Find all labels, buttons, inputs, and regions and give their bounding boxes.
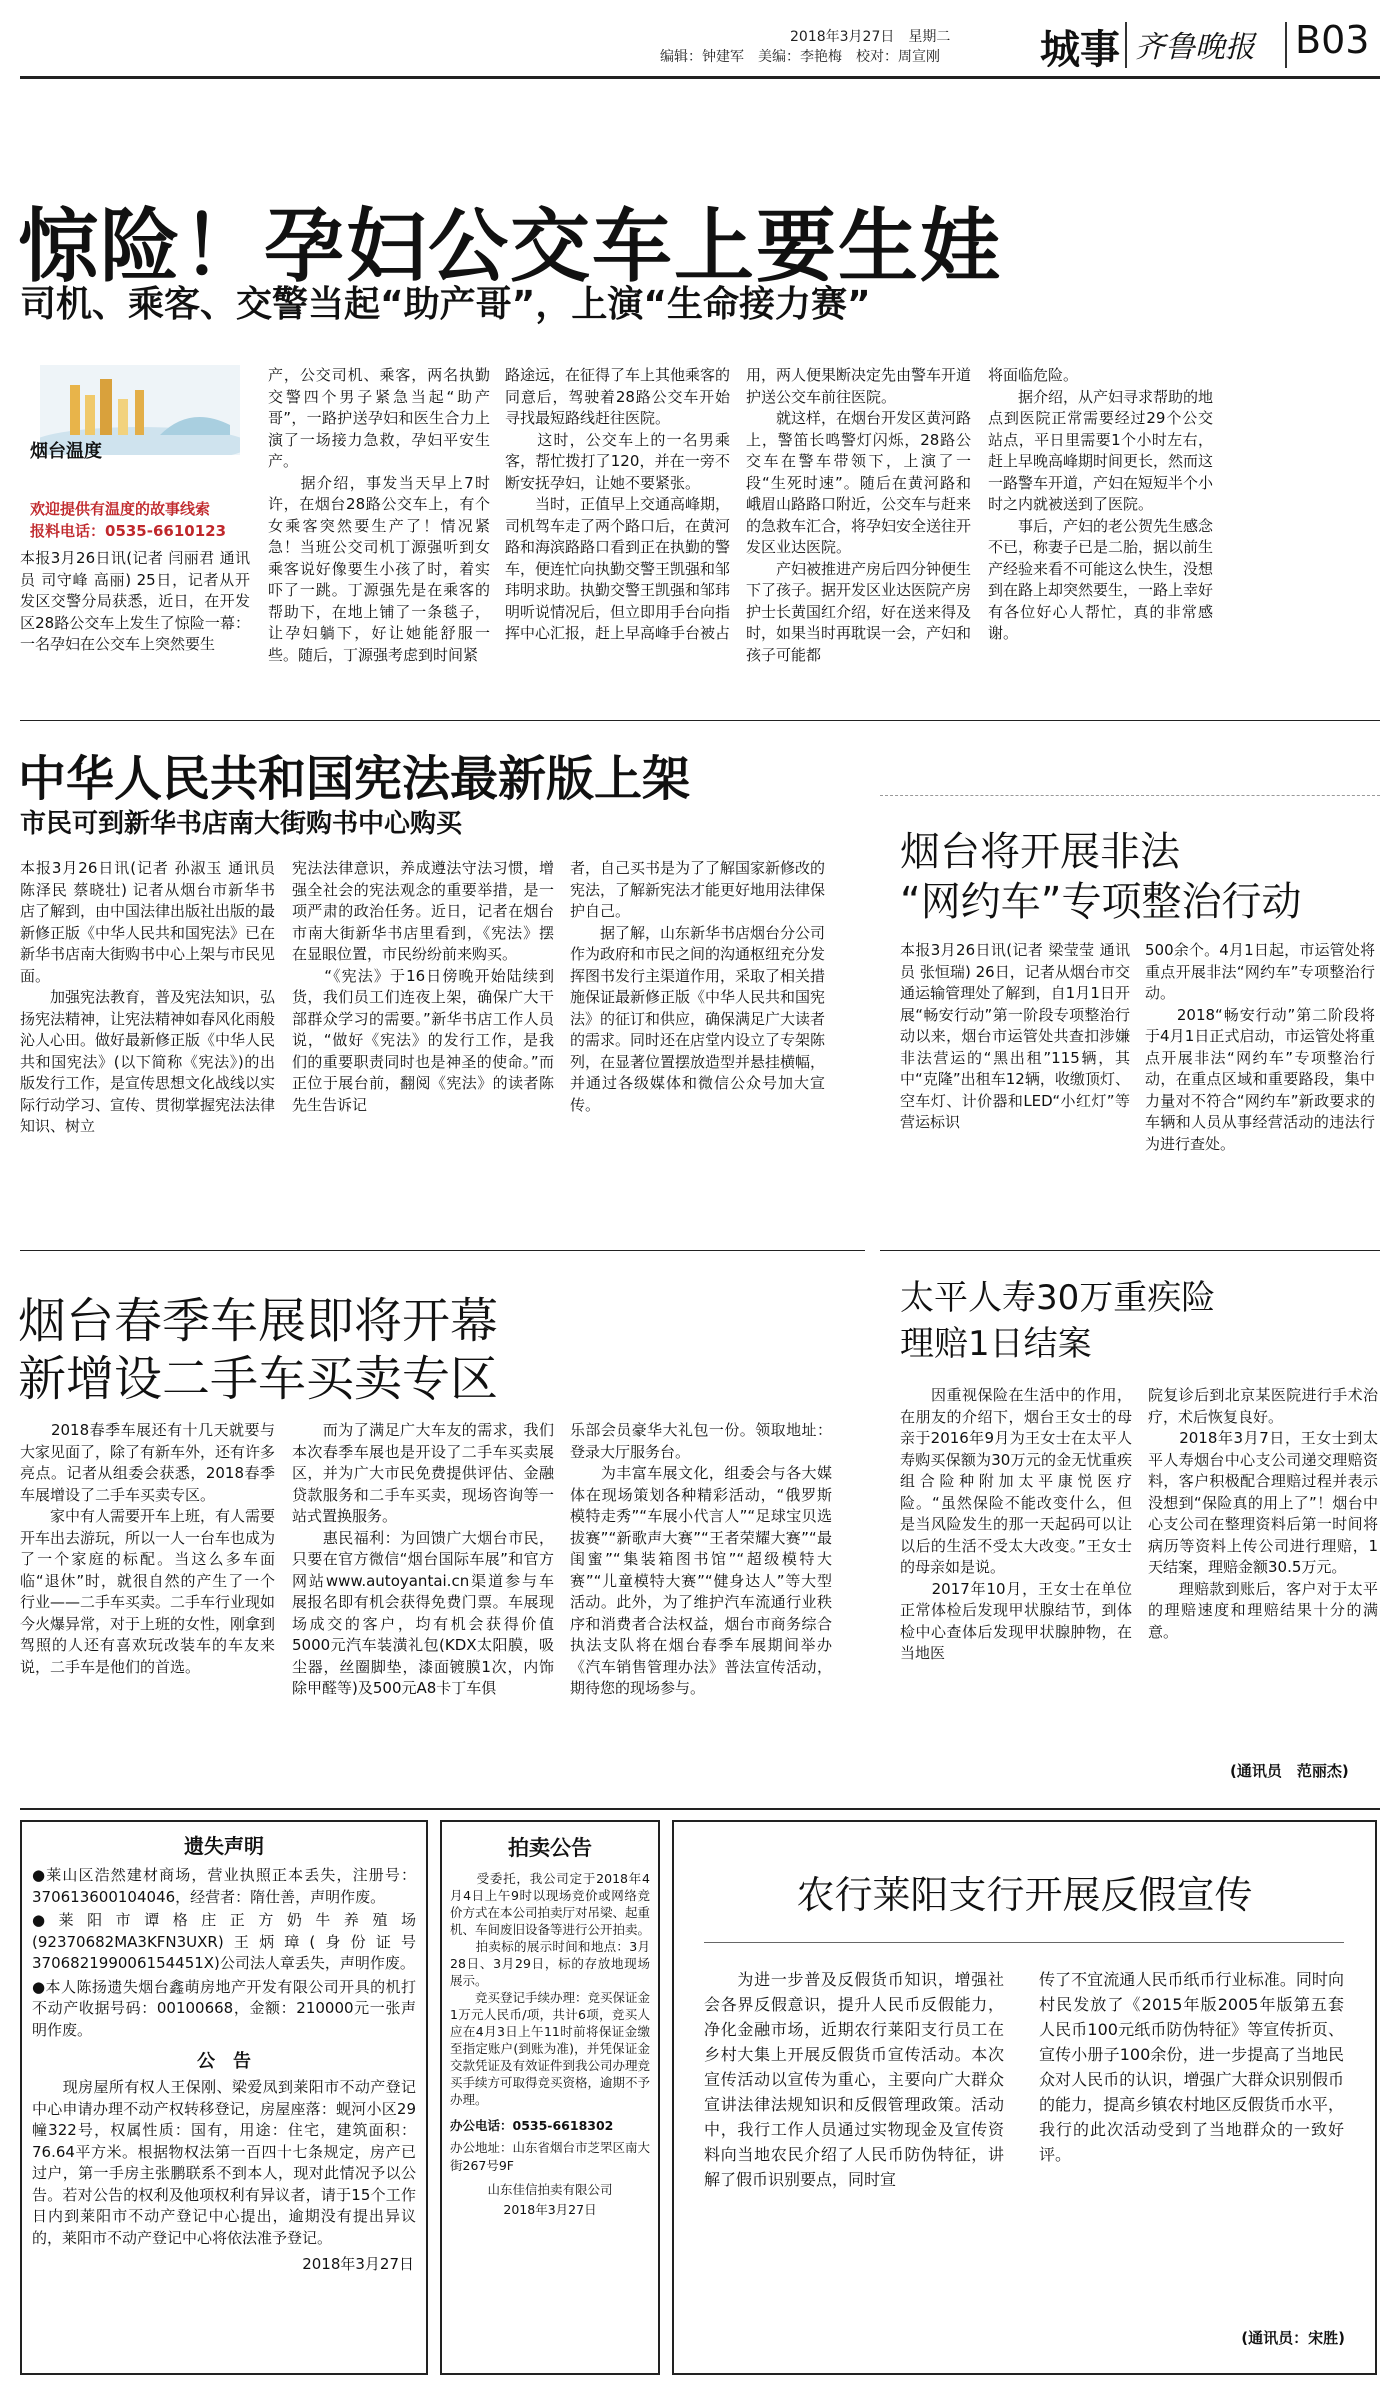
header-date: 2018年3月27日 星期二 xyxy=(790,29,951,45)
story4-col2: 而为了满足广大车友的需求，我们本次春季车展也是开设了二手车买卖展区，并为广大市民免费提供评估、金融贷款服务和二手车买卖，现场咨询等一站式置换服务。 惠民福利：为回馈广大烟台市民，只要在官方微信“烟台国际车展”和官方网站www.autoyantai.cn渠道参与车展报名即有机会获得免费门票。车展现场成交的客户，均有机会获得价值5000元汽车装潢礼包(KDX太阳膜，吸尘器，丝圈脚垫，漆面镀膜1次，内饰除甲醛等)及500元A8卡丁车俱 xyxy=(292,1421,554,1697)
story5-credit: (通讯员 范丽杰) xyxy=(1230,1762,1349,1780)
story2-headline: 中华人民共和国宪法最新版上架 xyxy=(18,751,691,807)
auction-body: 受委托，我公司定于2018年4月4日上午9时以现场竞价或网络竞价方式在本公司拍卖厅对吊梁、起重机、车间废旧设备等进行公开拍卖。 拍卖标的展示时间和地点：3月28日、3月29日，标的存放地现场展示。 竞买登记手续办理：竞买保证金1万元人民币/项，共计6项，竞买人应在4月3日上午11时前将保证金缴至指定账户(到账为准)，并凭保证金交款凭证及有效证件到我公司办理竞买手续方可取得竞买资格，逾期不予办理。 xyxy=(450,1871,651,2107)
story1-headline: 惊险！孕妇公交车上要生娃 xyxy=(18,200,1002,293)
story6-col2: 传了不宜流通人民币纸币行业标准。同时向村民发放了《2015年版2005年版第五套人民币100元纸币防伪特征》等宣传折页、宣传小册子100余份，进一步提高了当地民众对人民币的认识，增强广大群众识别假币的能力，提高乡镇农村地区反假货币水平，我行的此次活动受到了当地群众的一致好评。 xyxy=(1039,1970,1344,2164)
auction-company: 山东佳信拍卖有限公司 xyxy=(487,2182,613,2197)
auction-title: 拍卖公告 xyxy=(508,1836,592,1860)
auction-date: 2018年3月27日 xyxy=(503,2202,597,2217)
lost-notice-box xyxy=(20,1820,428,2375)
story2-col2: 宪法法律意识，养成遵法守法习惯，增强全社会的宪法观念的重要举措，是一项严肃的政治任务。近日，记者在烟台市南大街新华书店里看到，《宪法》摆在显眼位置，市民纷纷前来购买。 “《宪法》于16日傍晚开始陆续到货，我们员工们连夜上架，确保广大干部群众学习的需要。”新华书店工作人员说，“做好《宪法》的发行工作，是我们的重要职责同时也是神圣的使命。”而正位于展台前，翻阅《宪法》的读者陈先生告诉记 xyxy=(292,859,554,1114)
story2-col1: 本报3月26日讯(记者 孙淑玉 通讯员 陈泽民 蔡晓壮) 记者从烟台市新华书店了解到，由中国法律出版社出版的最新修正版《中华人民共和国宪法》已在新华书店南大街购书中心上架与市民见面。 加强宪法教育，普及宪法知识，弘扬宪法精神，让宪法精神如春风化雨般沁人心田。做好最新修正版《中华人民共和国宪法》(以下简称《宪法》)的出版发行工作，是宣传思想文化战线以实际行动学习、宣传、贯彻掌握宪法法律知识、树立 xyxy=(20,859,275,1135)
announcement-date: 2018年3月27日 xyxy=(302,2255,414,2273)
story1-col1: 本报3月26日讯(记者 闫丽君 通讯员 司守峰 高丽) 25日，记者从开发区交警分局获悉，近日，在开发区28路公交车上发生了惊险一幕：一名孕妇在公交车上突然要生 xyxy=(20,549,250,653)
lost-notice-item-2: ●莱阳市谭格庄正方奶牛养殖场(92370682MA3KFN3UXR)王炳璋(身份证号370682199006154451X)公司法人章丢失，声明作废。 xyxy=(32,1911,416,1972)
lost-notice-title: 遗失声明 xyxy=(184,1834,264,1858)
auction-box xyxy=(440,1820,660,2375)
header-divider-2 xyxy=(1285,22,1287,68)
story2-col3: 者，自己买书是为了了解国家新修改的宪法，了解新宪法才能更好地用法律保护自己。 据了解，山东新华书店烟台分公司作为政府和市民之间的沟通枢纽充分发挥图书发行主渠道作用，采取了相关措施保证最新修正版《中华人民共和国宪法》的征订和供应，确保满足广大读者的需求。同时还在店堂内设立了专架陈列，在显著位置摆放造型并悬挂横幅，并通过各级媒体和微信公众号加大宣传。 xyxy=(570,859,825,1114)
story1-col4: 用，两人便果断决定先由警车开道护送公交车前往医院。 就这样，在烟台开发区黄河路上，警笛长鸣警灯闪烁，28路公交车在警车带领下，上演了一段“生死时速”。随后在黄河路和峨眉山路路口附近，公交车与赶来的急救车汇合，将孕妇安全送往开发区业达医院。 产妇被推进产房后四分钟便生下了孩子。据开发区业达医院产房护士长黄国红介绍，好在送来得及时，如果当时再耽误一会，产妇和孩子可能都 xyxy=(746,366,971,664)
bank-story-box xyxy=(672,1820,1377,2375)
column-logo-title: 烟台温度 xyxy=(30,441,102,462)
announcement-body: 现房屋所有权人王保刚、梁爱凤到莱阳市不动产登记中心申请办理不动产权转移登记，房屋座落：蚬河小区29幢322号，权属性质：国有，用途：住宅，建筑面积：76.64平方米。根据物权法第一百四十七条规定，房产已过户，第一手房主张鹏联系不到本人，现对此情况予以公告。若对公告的权利及他项权利有异议者，请于15个工作日内到莱阳市不动产登记中心提出，逾期没有提出异议的，莱阳市不动产登记中心将依法准予登记。 xyxy=(32,2078,416,2247)
story3-col2: 500余个。4月1日起，市运管处将重点开展非法“网约车”专项整治行动。 2018“畅安行动”第二阶段将于4月1日正式启动，市运管处将重点开展非法“网约车”专项整治行动，在重点区域和重要路段，集中力量对不符合“网约车”新政要求的车辆和人员从事经营活动的违法行为进行查处。 xyxy=(1145,941,1375,1153)
story5-col2: 院复诊后到北京某医院进行手术治疗，术后恢复良好。 2018年3月7日，王女士到太平人寿烟台中心支公司递交理赔资料，客户积极配合理赔过程并表示没想到“保险真的用上了”！烟台中心支公司在整理资料后第一时间将病历等资料上传公司进行理赔，1天结案，理赔金额30.5万元。 理赔款到账后，客户对于太平的理赔速度和理赔结果十分的满意。 xyxy=(1148,1386,1378,1641)
lost-notice-item-3: ●本人陈扬遗失烟台鑫萌房地产开发有限公司开具的机打不动产收据号码：00100668，金额：210000元一张声明作废。 xyxy=(32,1977,416,2039)
story3-col1: 本报3月26日讯(记者 梁莹莹 通讯员 张恒瑞) 26日，记者从烟台市交通运输管理处了解到，自1月1日开展“畅安行动”第一阶段专项整治行动以来，烟台市运管处共查扣涉嫌非法营运的“黑出租”115辆，其中“克隆”出租车12辆，收缴顶灯、空车灯、计价器和LED“小红灯”等营运标识 xyxy=(900,941,1130,1131)
story3-bottom-rule xyxy=(880,1250,1380,1251)
story6-headline: 农行莱阳支行开展反假宣传 xyxy=(796,1873,1253,1917)
announcement-title: 公 告 xyxy=(197,2051,251,2072)
column-call-line1: 欢迎提供有温度的故事线索 xyxy=(30,500,211,518)
story5-col1: 因重视保险在生活中的作用，在朋友的介绍下，烟台王女士的母亲于2016年9月为王女士在太平人寿购买保额为30万元的金无忧重疾组合险种附加太平康悦医疗险。“虽然保险不能改变什么，但是当风险发生的那一天起码可以让以后的生活不受太大改变。”王女士的母亲如是说。 2017年10月，王女士在单位正常体检后发现甲状腺结节，到体检中心查体后发现甲状腺肿物，在当地医 xyxy=(900,1386,1132,1662)
story1-subhead: 司机、乘客、交警当起“助产哥”，上演“生命接力赛” xyxy=(20,284,871,325)
story5-headline1: 太平人寿30万重疾险 xyxy=(900,1278,1216,1318)
story3-headline2: “网约车”专项整治行动 xyxy=(900,879,1302,925)
paper-logo: 齐鲁晚报 xyxy=(1135,30,1255,65)
page-number: B03 xyxy=(1295,18,1370,62)
header-editors: 编辑：钟建军 美编：李艳梅 校对：周宣刚 xyxy=(660,49,940,65)
column-logo-box xyxy=(20,365,240,475)
main-bottom-rule xyxy=(20,1808,1380,1810)
story3-top-rule xyxy=(880,795,1380,796)
story4-headline1: 烟台春季车展即将开幕 xyxy=(18,1293,499,1349)
story2-subhead: 市民可到新华书店南大街购书中心购买 xyxy=(20,809,463,839)
story4-headline2: 新增设二手车买卖专区 xyxy=(18,1351,499,1407)
story6-headline-rule xyxy=(704,1942,1344,1943)
header-rule xyxy=(20,76,1380,79)
story6-credit: (通讯员：宋胜) xyxy=(1241,2329,1345,2347)
story5-headline2: 理赔1日结案 xyxy=(900,1324,1092,1364)
column-call-line2: 报料电话：0535-6610123 xyxy=(30,522,227,540)
lost-notice-item-1: ●莱山区浩然建材商场，营业执照正本丢失，注册号：370613600104046，经营者：隋仕善，声明作废。 xyxy=(32,1866,416,1906)
story1-col5: 将面临危险。 据介绍，从产妇寻求帮助的地点到医院正常需要经过29个公交站点，平日里需要1个小时左右，赶上早晚高峰期时间更长，然而这一路警车开道，产妇在短短半个小时之内就被送到了医院。 事后，产妇的老公贺先生感念不已，称妻子已是二胎，据以前生产经验来看不可能这么快生，没想到在路上却突然要生，一路上幸好有各位好心人帮忙，真的非常感谢。 xyxy=(988,366,1213,642)
section-name: 城事 xyxy=(1040,27,1120,73)
auction-phone: 办公电话：0535-6618302 xyxy=(450,2118,614,2133)
story1-rule xyxy=(20,720,1380,721)
auction-address: 办公地址：山东省烟台市芝罘区南大街267号9F xyxy=(450,2140,651,2173)
story1-col3: 路途远，在征得了车上其他乘客的同意后，驾驶着28路公交车开始寻找最短路线赶往医院。 这时，公交车上的一名男乘客，帮忙拨打了120，并在一旁不断安抚孕妇，让她不要紧张。 当时，正值早上交通高峰期，司机驾车走了两个路口后，在黄河路和海滨路路口看到正在执勤的警车，便连忙向执勤交警王凯强和邹玮明求助。执勤交警王凯强和邹玮明听说情况后，但立即用手台向指挥中心汇报，赶上早高峰手台被占 xyxy=(505,366,730,642)
story1-col5b xyxy=(1130,365,1135,366)
story6-col1: 为进一步普及反假货币知识，增强社会各界反假意识，提升人民币反假能力，净化金融市场，近期农行莱阳支行员工在乡村大集上开展反假货币宣传活动。本次宣传活动以宣传为重心，主要向广大群众宣讲法律法规知识和反假管理政策。活动中，我行工作人员通过实物现金及宣传资料向当地农民介绍了人民币防伪特征，讲解了假币识别要点，同时宣 xyxy=(704,1970,1004,2189)
story4-col3: 乐部会员豪华大礼包一份。领取地址：登录大厅服务台。 为丰富车展文化，组委会与各大媒体在现场策划各种精彩活动，“俄罗斯模特走秀”“车展小代言人”“足球宝贝选拔赛”“新歌声大赛”“王者荣耀大赛”“最闺蜜”“集装箱图书馆”“超级模特大赛”“儿童模特大赛”“健身达人”等大型活动。此外，为了维护汽车流通行业秩序和消费者合法权益，烟台市商务综合执法支队将在烟台春季车展期间举办《汽车销售管理办法》普法宣传活动，期待您的现场参与。 xyxy=(570,1421,832,1697)
story3-headline1: 烟台将开展非法 xyxy=(900,829,1180,875)
header-divider-1 xyxy=(1125,22,1127,68)
story1-col2: 产，公交司机、乘客，两名执勤交警四个男子紧急当起“助产哥”，一路护送孕妇和医生合力上演了一场接力急救，孕妇平安生产。 据介绍，事发当天早上7时许，在烟台28路公交车上，有个女乘客突然要生产了！情况紧急！当班公交司机丁源强听到女乘客说好像要生小孩了时，着实吓了一跳。丁源强先是在乘客的帮助下，在地上铺了一条毯子，让孕妇躺下，好让她能舒服一些。随后，丁源强考虑到时间紧 xyxy=(268,366,490,664)
story4-col1: 2018春季车展还有十几天就要与大家见面了，除了有新车外，还有许多亮点。记者从组委会获悉，2018春季车展增设了二手车买卖专区。 家中有人需要开车上班，有人需要开车出去游玩，所以一人一台车也成为了一个家庭的标配。当这么多车面临“退休”时，就很自然的产生了一个行业——二手车买卖。二手车行业现如今火爆异常，对于上班的女性，刚拿到驾照的人还有喜欢玩改装车的车友来说，二手车是他们的首选。 xyxy=(20,1421,275,1676)
story2-bottom-rule xyxy=(20,1250,865,1251)
